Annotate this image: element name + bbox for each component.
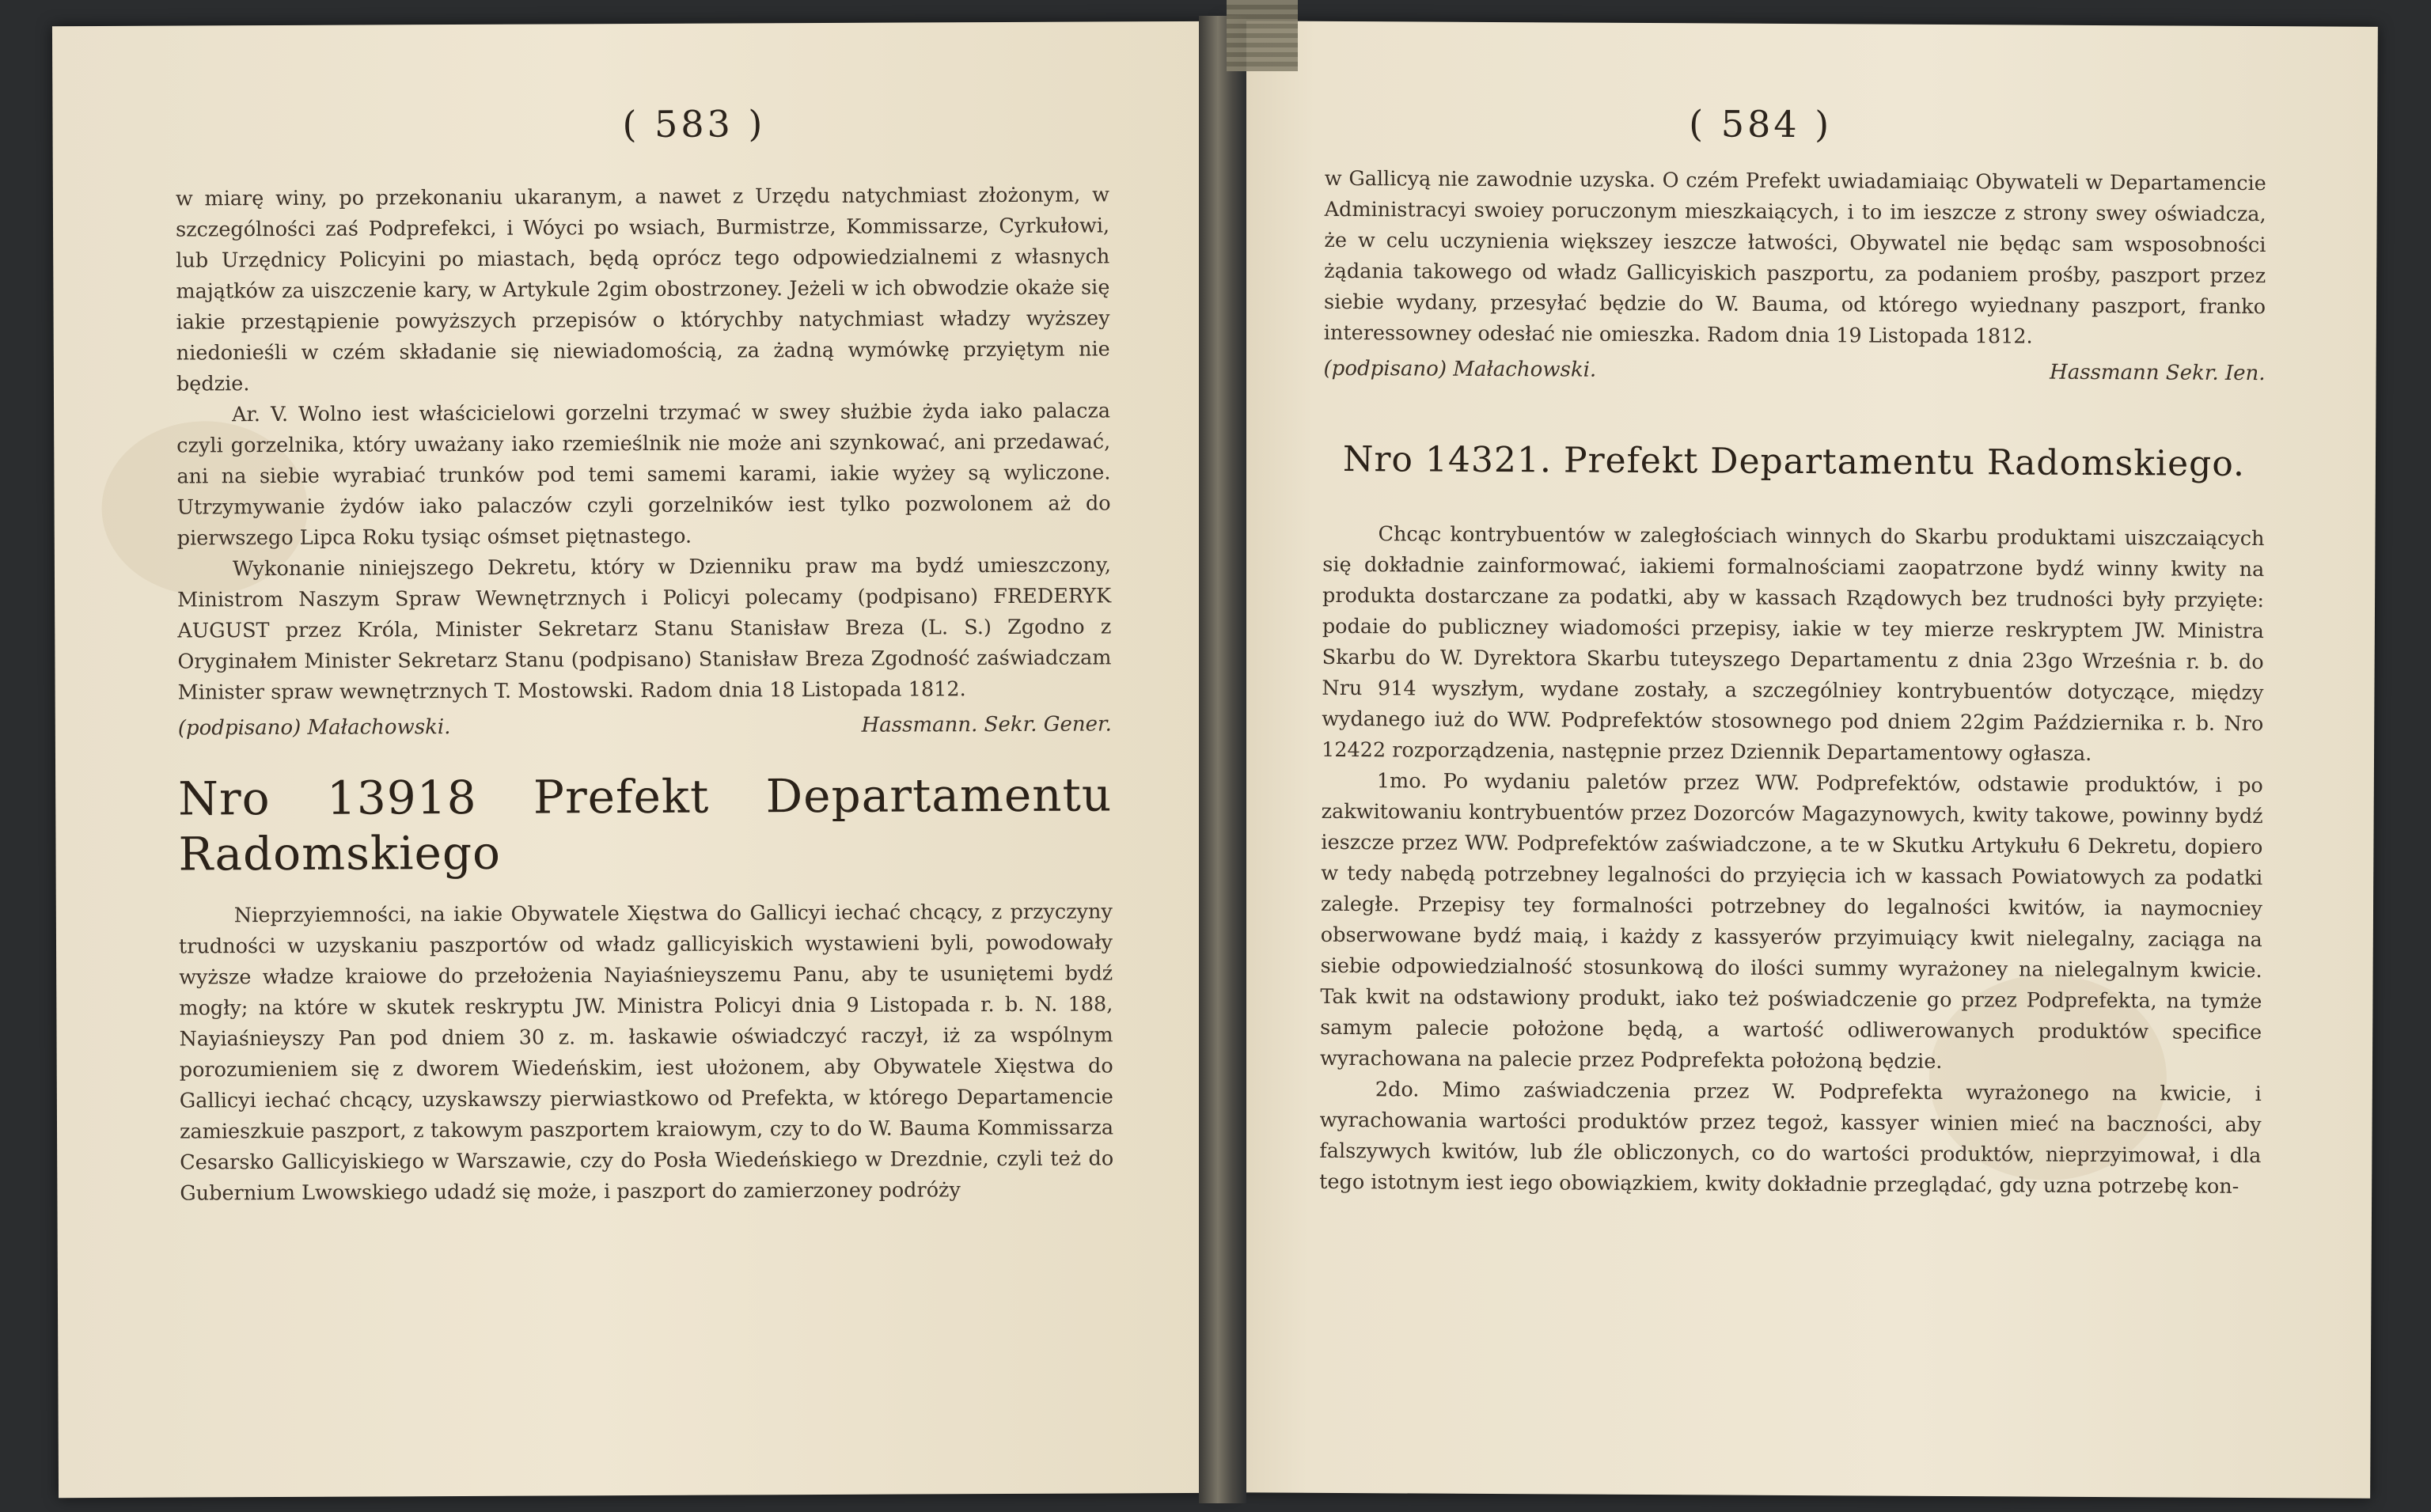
page-number: ( 583 )	[622, 102, 766, 146]
continuation-text: w Gallicyą nie zawodnie uzyska. O czém Prefekt uwiadamiaiąc Obywateli w Departamencie Administracyi swoiey poruczonym mieszkaiących, i to im ieszcze z strony swey oświadcza, że w celu uczynienia większey ieszcze łatwości, Obywatel nie będąc sam wsposobności żądania takowego od władz Gallicyiskich paszportu, za podaniem prośby, paszport przez siebie wydany, przesyłać będzie do W. Bauma, od którego wyiednany paszport, franko interessowney odesłać nie omieszka. Radom dnia 19 Listopada 1812.	[1323, 166, 2266, 349]
signature-right: Hassmann. Sekr. Gener.	[861, 712, 1112, 737]
decree-point-1: 1mo. Po wydaniu paletów przez WW. Podprefektów, odstawie produktów, i po zakwitowaniu kontrybuentów przez Dozorców Magazynowych, kwity takowe, powinny bydź ieszcze przez WW. Podprefektów zaświadczone, a te w Skutku Artykułu 6 Dekretu, dopiero w tedy nabędą potrzebney legalności do przyięcia ich w kassach Powiatowych za podatki zaległe. Przepisy tey formalności potrzebney do legalności kwitów, ia naymocniey obserwowane bydź maią, i każdy z kassyerów przyimuiący kwit nielegalny, zaciąga na siebie odpowiedzialność stosunkową do ilości summy wyrażoney na nielegalnym kwicie. Tak kwit na odstawiony produkt, iako też poświadczenie go przez Podprefekta, na tymże samym palecie położone będą, a wartość odliwerowanych produktów specifice wyrachowana na palecie przez Podprefekta położoną będzie.	[1319, 769, 2263, 1074]
left-page-text	[176, 180, 1114, 1209]
execution-clause: Wykonanie niniejszego Dekretu, który w Dzienniku praw ma bydź umieszczony, Ministrom Naszym Spraw Wewnętrznych i Policyi polecamy (podpisano) FREDERYK AUGUST przez Króla, Minister Sekretarz Stanu Stanisław Breza (L. S.) Zgodno z Oryginałem Minister Sekretarz Stanu (podpisano) Stanisław Breza Zgodność zaświadczam Minister spraw wewnętrznych T. Mostowski. Radom dnia 18 Listopada 1812.	[177, 553, 1112, 705]
signature-left: (podpisano) Małachowski.	[177, 715, 451, 741]
right-page	[1215, 21, 2378, 1499]
decree-body-intro: Chcąc kontrybuentów w zaległościach winnych do Skarbu produktami uiszczaiących się dokładnie zainformować, iakiemi formalnościami zaopatrzone bydź winny kwity na produkta dostarczane za podatki, aby w kassach Rządowych bez trudności były przyięte: podaie do publiczney wiadomości przepisy, iakie w tey mierze reskryptem JW. Ministra Skarbu do W. Dyrektora Skarbu tuteyszego Departamentu z dnia 23go Września r. b. do Nru 914 wyszłym, wydane zostały, a szczególniey kontrybuentów dotyczące, między wydanego iuż do WW. Podprefektów stosownego pod dniem 22gim Października r. b. Nro 12422 rozporządzenia, następnie przez Dziennik Departamentowy ogłasza.	[1321, 522, 2265, 766]
signature-right: Hassmann Sekr. Ien.	[2049, 360, 2266, 386]
binding-ribbon	[1227, 0, 1298, 71]
signature-left: (podpisano) Małachowski.	[1323, 356, 1597, 382]
book-spread	[47, 24, 2374, 1495]
page-number: ( 584 )	[1689, 102, 1833, 146]
signature-line	[178, 709, 1112, 744]
section-heading: Nro 13918 Prefekt Departamentu Radomskiego	[178, 767, 1113, 881]
right-page-text	[1319, 164, 2266, 1203]
decree-point-2: 2do. Mimo zaświadczenia przez W. Podprefekta wyrażonego na kwicie, i wyrachowania wartości produktów przez tegoż, kassyer winien mieć na baczności, aby falszywych kwitów, lub źle obliczonych, co do wartości produktów, nieprzyimował, i dla tego istotnym iest iego obowiązkiem, kwity dokładnie przeglądać, gdy uzna potrzebę kon-	[1319, 1078, 2262, 1199]
decree-body: Nieprzyiemności, na iakie Obywatele Xięstwa do Gallicyi iechać chcący, z przyczyny trudności w uzyskaniu paszportów od władz gallicyiskich wystawieni byli, powodowały wyższe władze kraiowe do przełożenia Nayiaśnieyszemu Panu, aby te usuniętemi bydź mogły; na które w skutek reskryptu JW. Ministra Policyi dnia 9 Listopada r. b. N. 188, Nayiaśnieyszy Pan pod dniem 30 z. m. łaskawie oświadczyć raczył, iż za wspólnym porozumieniem się z dworem Wiedeńskim, iest ułożonem, aby Obywatele Xięstwa do Gallicyi iechać chcący, uzyskawszy pierwiastkowo od Prefekta, w którego Departamencie zamieszkuie paszport, z takowym paszportem kraiowym, czy to do W. Bauma Kommissarza Cesarsko Gallicyiskiego w Warszawie, czy do Posła Wiedeńskiego w Drezdnie, czyli też do Gubernium Lwowskiego udadź się może, i paszport do zamierzoney podróży	[178, 900, 1114, 1206]
signature-line	[1323, 354, 2265, 389]
left-page	[52, 21, 1230, 1498]
continuation-text: w miarę winy, po przekonaniu ukaranym, a nawet z Urzędu natychmiast złożonym, w szczególności zaś Podprefekci, i Wóyci po wsiach, Burmistrze, Kommissarze, Cyrkułowi, lub Urzędnicy Policyini po miastach, będą oprócz tego odpowiedzialnemi z własnych majątków za uiszczenie kary, w Artykule 2gim obostrzoney. Jeżeli w ich obwodzie okaże się iakie przestąpienie powyższych przepisów o którychby natychmiast władzy wyższey niedonieśli w czém składanie się niewiadomością, za żadną wymówkę przyiętym nie będzie.	[175, 183, 1110, 396]
article-v: Ar. V. Wolno iest właścicielowi gorzelni trzymać w swey służbie żyda iako palacza czyli gorzelnika, który uważany iako rzemieślnik nie może ani szynkować, ani przedawać, ani na siebie wyrabiać trunków pod temi samemi karami, iakie wyżey są wyliczone. Utrzymywanie żydów iako palaczów czyli gorzelników iest tylko pozwolonem aż do pierwszego Lipca Roku tysiąc ośmset piętnastego.	[176, 399, 1111, 551]
book-gutter	[1199, 16, 1246, 1503]
section-heading: Nro 14321. Prefekt Departamentu Radomskiego.	[1342, 438, 2246, 484]
